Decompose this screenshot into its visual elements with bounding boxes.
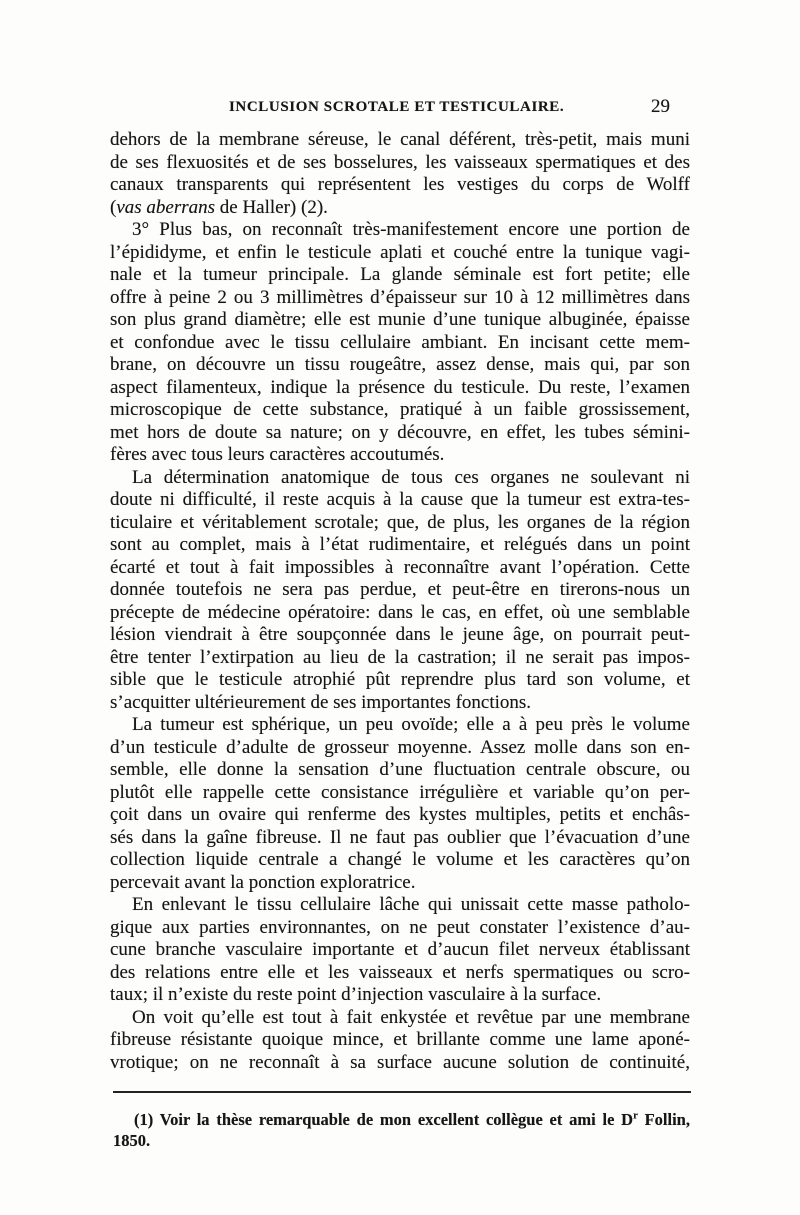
text-line: son plus grand diamètre; elle est munie d’une tunique albuginée, épaisse bbox=[110, 309, 690, 330]
italic-phrase: vas aberrans bbox=[116, 196, 216, 218]
text-line: vrotique; on ne reconnaît à sa surface aucune solution de continuité, bbox=[110, 1051, 690, 1073]
text-line: ticulaire et véritablement scrotale; que, de plus, les organes de la région bbox=[110, 511, 690, 533]
text-line bbox=[110, 197, 690, 220]
text-segment: (1) Voir la thèse remarquable de mon excellent collègue et ami le D bbox=[134, 1110, 634, 1129]
text-segment: de Haller) (2). bbox=[215, 196, 328, 218]
text-line: percevait avant la ponction exploratrice. bbox=[110, 871, 416, 893]
text-line: et confondue avec le tissu cellulaire ambiant. En incisant cette mem- bbox=[110, 331, 690, 353]
text-line: aspect filamenteux, indique la présence du testicule. Du reste, l’examen bbox=[110, 376, 690, 398]
text-segment: ( bbox=[110, 196, 117, 218]
text-line: sible que le testicule atrophié pût reprendre plus tard son volume, et bbox=[110, 669, 690, 690]
text-line: fères avec tous leurs caractères accoutumés. bbox=[110, 444, 445, 465]
text-line: plutôt elle rappelle cette consistance irrégulière et variable qu’on per- bbox=[110, 781, 690, 803]
text-line: En enlevant le tissu cellulaire lâche qui unissait cette masse patholo- bbox=[132, 894, 690, 915]
text-line: nale et la tumeur principale. La glande séminale est fort petite; elle bbox=[110, 264, 690, 285]
text-line: doute ni difficulté, il reste acquis à la cause que la tumeur est extra-tes- bbox=[110, 489, 690, 510]
text-line: écarté et tout à fait impossibles à reconnaître avant l’opération. Cette bbox=[110, 556, 690, 578]
text-line: 3° Plus bas, on reconnaît très-manifestement encore une portion de bbox=[132, 219, 690, 240]
text-line: taux; il n’existe du reste point d’injection vasculaire à la surface. bbox=[110, 984, 602, 1005]
page-number: 29 bbox=[651, 96, 670, 117]
body-text bbox=[110, 129, 690, 1074]
text-line: lésion viendrait à être soupçonnée dans le jeune âge, on pourrait peut- bbox=[110, 624, 690, 645]
text-line: La tumeur est sphérique, un peu ovoïde; elle a à peu près le volume bbox=[132, 714, 690, 735]
text-line: d’un testicule d’adulte de grosseur moyenne. Assez molle dans son en- bbox=[110, 736, 690, 758]
text-segment: Follin, bbox=[637, 1110, 690, 1129]
text-line: offre à peine 2 ou 3 millimètres d’épaisseur sur 10 à 12 millimètres dans bbox=[110, 286, 690, 308]
text-line: brane, on découvre un tissu rougeâtre, assez dense, mais qui, par son bbox=[110, 354, 690, 375]
paragraph bbox=[110, 467, 690, 715]
text-line: dehors de la membrane séreuse, le canal déférent, très-petit, mais muni bbox=[110, 129, 690, 150]
text-line: cune branche vasculaire importante et d’aucun filet nerveux établissant bbox=[110, 939, 690, 960]
text-line: s’acquitter ultérieurement de ses importantes fonctions. bbox=[110, 691, 532, 713]
text-line: sés dans la gaîne fibreuse. Il ne faut pas oublier que l’évacuation d’une bbox=[110, 826, 690, 848]
footnote-line: 1850. bbox=[113, 1131, 151, 1150]
text-line: collection liquide centrale a changé le volume et les caractères qu’on bbox=[110, 849, 690, 870]
text-line: gique aux parties environnantes, on ne peut constater l’existence d’au- bbox=[110, 916, 690, 938]
text-line: çoit dans un ovaire qui renferme des kystes multiples, petits et enchâs- bbox=[110, 804, 690, 825]
footnote-rule bbox=[113, 1091, 691, 1093]
text-line: précepte de médecine opératoire: dans le cas, en effet, où une semblable bbox=[110, 601, 690, 623]
superscript: r bbox=[633, 1109, 638, 1122]
footnote-line bbox=[113, 1109, 690, 1130]
paragraph bbox=[110, 219, 690, 467]
text-line: l’épididyme, et enfin le testicule aplati et couché entre la tunique vagi- bbox=[110, 241, 690, 263]
footnote bbox=[113, 1109, 690, 1151]
text-line: canaux transparents qui représentent les vestiges du corps de Wolff bbox=[110, 174, 690, 195]
text-line: semble, elle donne la sensation d’une fluctuation centrale obscure, ou bbox=[110, 759, 690, 780]
text-line: des relations entre elle et les vaisseaux et nerfs spermatiques ou scro- bbox=[110, 961, 690, 983]
text-line: La détermination anatomique de tous ces organes ne soulevant ni bbox=[132, 466, 690, 488]
text-line: microscopique de cette substance, pratiqué à un faible grossissement, bbox=[110, 399, 690, 420]
text-line: On voit qu’elle est tout à fait enkystée et revêtue par une membrane bbox=[132, 1006, 690, 1028]
text-line: fibreuse résistante quoique mince, et brillante comme une lame aponé- bbox=[110, 1029, 690, 1050]
text-line: être tenter l’extirpation au lieu de la castration; il ne serait pas impos- bbox=[110, 646, 690, 668]
text-line: sont au complet, mais à l’état rudimentaire, et relégués dans un point bbox=[110, 534, 690, 555]
paragraph bbox=[110, 1007, 690, 1075]
paragraph bbox=[110, 714, 690, 894]
paragraph bbox=[110, 894, 690, 1007]
text-line: de ses flexuosités et de ses bosselures, les vaisseaux spermatiques et des bbox=[110, 151, 690, 173]
running-title: INCLUSION SCROTALE ET TESTICULAIRE. bbox=[229, 99, 565, 115]
paragraph bbox=[110, 129, 690, 219]
text-line: donnée toutefois ne sera pas perdue, et peut-être en tirerons-nous un bbox=[110, 579, 690, 600]
text-line: met hors de doute sa nature; on y découvre, en effet, les tubes sémini- bbox=[110, 421, 690, 443]
